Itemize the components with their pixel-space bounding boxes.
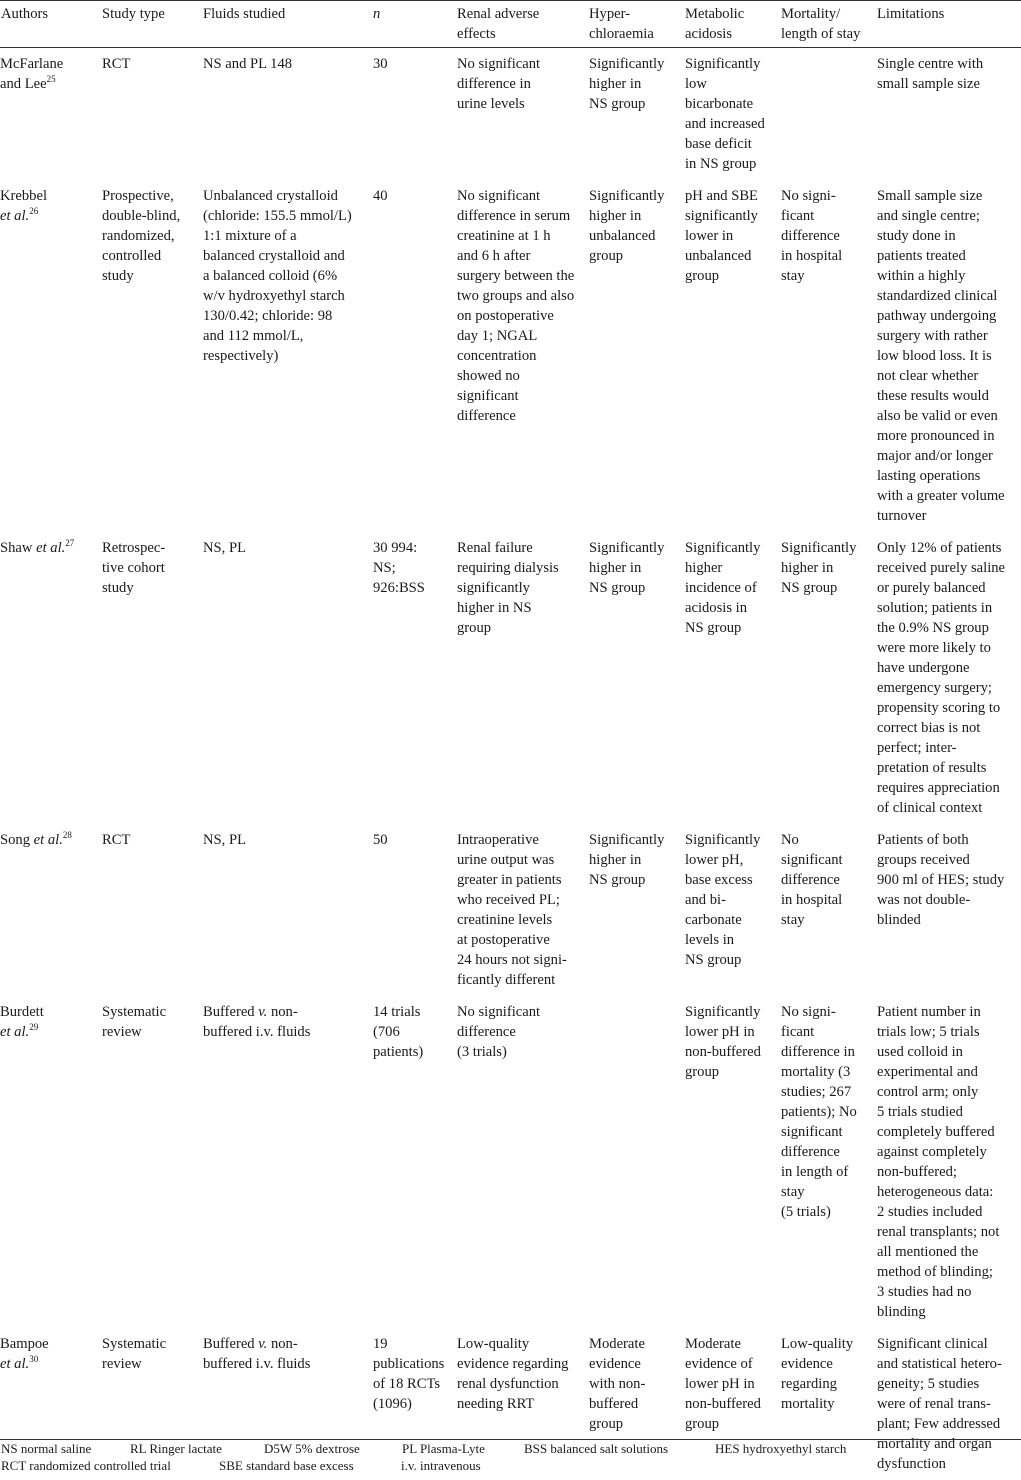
cell-authors: Song et al.$^{28}$ — [0, 830, 72, 848]
cell-renal: No significant difference (3 trials) — [457, 1004, 541, 1060]
cell-renal: Low-quality evidence regarding renal dysfunction needing RRT — [457, 1336, 569, 1412]
cell-acidosis: Significantly low bicarbonate and increased base deficit in NS group — [685, 56, 765, 172]
cell-acidosis: Significantly lower pH, base excess and bi- carbonate levels in NS group — [685, 832, 761, 968]
footnote-rct: RCT randomized controlled trial — [1, 1458, 171, 1473]
cell-renal: Intraoperative urine output was greater in patients who received PL; creatinine levels at postoperative 24 hours not signi- ficantly different — [457, 832, 567, 988]
cell-limitations: Small sample size and single centre; study done in patients treated within a highly standardized clinical pathway undergoing surgery with rather low blood loss. It is not clear whether these results would also be valid or even more pronounced in major and/or longer lasting operations with a greater volume turnover — [877, 188, 1005, 524]
cell-mortality — [781, 48, 877, 181]
header-renal: Renal adverse effects — [457, 1, 589, 48]
cell-mortality: No signi- ficant difference in mortality (3 studies; 267 patients); No significant difference in length of stay (5 trials) — [781, 1004, 857, 1220]
cell-limitations: Patient number in trials low; 5 trials used colloid in experimental and control arm; only 5 trials studied completely buffered against completely non-buffered; heterogeneous data: 2 studies included renal transplants; not all mentioned the method of blinding; 3 studies had no blinding — [877, 1004, 1000, 1320]
header-row — [0, 1, 1021, 48]
cell-authors: Krebbel et al.$^{26}$ — [0, 188, 48, 224]
cell-fluids: Buffered v. non- buffered i.v. fluids — [203, 1336, 311, 1372]
cell-hyperchloraemia: Significantly higher in unbalanced group — [589, 188, 665, 264]
cell-limitations: Only 12% of patients received purely saline or purely balanced solution; patients in the 0.9% NS group were more likely to have undergone emergency surgery; propensity scoring to correct bias is not perfect; inter- pretation of results requires appreciation of clinical context — [877, 540, 1006, 816]
cell-n: 30 994: NS; 926:BSS — [373, 540, 425, 596]
header-authors: Authors — [0, 1, 102, 48]
cell-authors: Shaw et al.$^{27}$ — [0, 538, 75, 556]
cell-study-type: Prospective, double-blind, randomized, controlled study — [102, 188, 181, 284]
header-fluids: Fluids studied — [203, 1, 373, 48]
cell-n: 50 — [373, 832, 388, 848]
cell-mortality: Significantly higher in NS group — [781, 540, 857, 596]
footnote-iv: i.v. intravenous — [401, 1458, 481, 1473]
cell-fluids: NS, PL — [203, 832, 246, 848]
cell-fluids: Buffered v. non- buffered i.v. fluids — [203, 1004, 311, 1040]
footnote-d5w: D5W 5% dextrose — [264, 1441, 360, 1456]
cell-authors: Burdett et al.$^{29}$ — [0, 1004, 44, 1040]
cell-mortality: Low-quality evidence regarding mortality — [781, 1336, 854, 1412]
cell-study-type: Retrospec- tive cohort study — [102, 540, 166, 596]
cell-limitations: Single centre with small sample size — [877, 56, 984, 92]
header-acidosis: Metabolic acidosis — [685, 1, 781, 48]
table-row — [0, 180, 1021, 532]
cell-authors: Bampoe et al.$^{30}$ — [0, 1336, 49, 1372]
cell-study-type: Systematic review — [102, 1004, 167, 1040]
header-n: n — [373, 1, 457, 48]
footnote-rl: RL Ringer lactate — [130, 1441, 222, 1456]
footnote-bss: BSS balanced salt solutions — [524, 1441, 669, 1456]
cell-study-type: Systematic review — [102, 1336, 167, 1372]
footnote-hes: HES hydroxyethyl starch — [715, 1441, 847, 1456]
header-mortality: Mortality/ length of stay — [781, 1, 877, 48]
table-row — [0, 996, 1021, 1328]
cell-fluids: NS, PL — [203, 540, 246, 556]
footnote-line — [0, 1458, 1021, 1475]
cell-acidosis: Moderate evidence of lower pH in non-buffered group — [685, 1336, 761, 1432]
cell-study-type: RCT — [102, 832, 131, 848]
cell-hyperchloraemia: Significantly higher in NS group — [589, 832, 665, 888]
footnote-sbe: SBE standard base excess — [219, 1458, 354, 1473]
cell-limitations: Significant clinical and statistical hetero- geneity; 5 studies were of renal trans- plant; Few addressed mortality and organ dysfunction — [877, 1336, 1002, 1472]
cell-mortality: No significant difference in hospital stay — [781, 832, 843, 928]
cell-hyperchloraemia: Significantly higher in NS group — [589, 540, 665, 596]
cell-renal: No significant difference in urine levels — [457, 56, 541, 112]
cell-acidosis: Significantly lower pH in non-buffered group — [685, 1004, 761, 1080]
cell-study-type: RCT — [102, 56, 131, 72]
cell-acidosis: pH and SBE significantly lower in unbalanced group — [685, 188, 758, 284]
cell-n: 14 trials (706 patients) — [373, 1004, 424, 1060]
cell-renal: No significant difference in serum creatinine at 1 h and 6 h after surgery between the two groups and also on postoperative day 1; NGAL concentration showed no significant difference — [457, 188, 575, 424]
cell-acidosis: Significantly higher incidence of acidosis in NS group — [685, 540, 761, 636]
cell-authors: McFarlane and Lee$^{25}$ — [0, 56, 64, 92]
abbreviation-footnote — [0, 1439, 1021, 1475]
cell-hyperchloraemia: Significantly higher in NS group — [589, 56, 665, 112]
table-row — [0, 824, 1021, 996]
cell-fluids: NS and PL 148 — [203, 56, 293, 72]
footnote-ns: NS normal saline — [1, 1441, 92, 1456]
footnote-pl: PL Plasma-Lyte — [402, 1441, 485, 1456]
cell-n: 30 — [373, 56, 388, 72]
header-limitations: Limitations — [877, 1, 1021, 48]
table-row — [0, 532, 1021, 824]
cell-mortality: No signi- ficant difference in hospital stay — [781, 188, 843, 284]
table-row — [0, 48, 1021, 181]
cell-hyperchloraemia: Moderate evidence with non- buffered group — [589, 1336, 646, 1432]
cell-n: 19 publications of 18 RCTs (1096) — [373, 1336, 445, 1412]
cell-fluids: Unbalanced crystalloid (chloride: 155.5 mmol/L) 1:1 mixture of a balanced crystalloid and a balanced colloid (6% w/v hydroxyethyl starch 130/0.42; chloride: 98 and 112 mmol/L, respectively) — [203, 188, 352, 364]
cell-hyperchloraemia — [589, 996, 685, 1328]
cell-renal: Renal failure requiring dialysis significantly higher in NS group — [457, 540, 559, 636]
cell-n: 40 — [373, 188, 388, 204]
cell-limitations: Patients of both groups received 900 ml of HES; study was not double- blinded — [877, 832, 1005, 928]
header-hyperchloraemia: Hyper- chloraemia — [589, 1, 685, 48]
footnote-line — [0, 1441, 1021, 1458]
header-study-type: Study type — [102, 1, 203, 48]
